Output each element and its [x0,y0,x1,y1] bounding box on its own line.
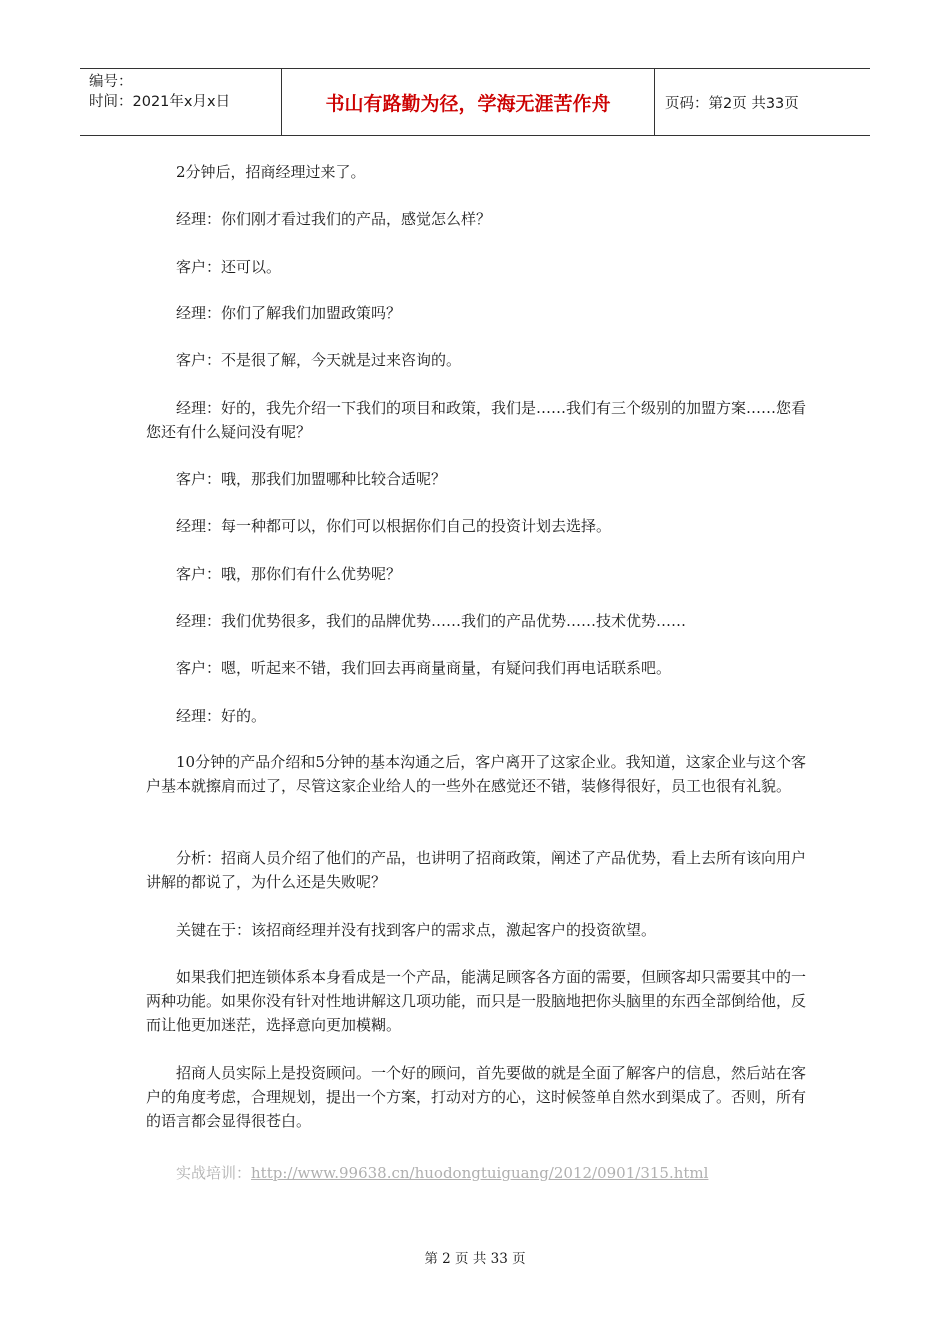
page-footer: 第 2 页 共 33 页 [424,1251,526,1267]
paragraph: 10分钟的产品介绍和5分钟的基本沟通之后，客户离开了这家企业。我知道，这家企业与这个客户基本就擦肩而过了，尽管这家企业给人的一些外在感觉还不错，装修得很好，员工也很有礼貌。 [146,753,806,795]
document-time-label: 时间：2021年x月x日 [89,94,231,110]
paragraph: 经理：好的。 [176,707,267,725]
paragraph: 客户：嗯，听起来不错，我们回去再商量商量，有疑问我们再电话联系吧。 [176,659,672,677]
paragraph: 经理：你们了解我们加盟政策吗？ [176,304,402,322]
paragraph: 客户：不是很了解，今天就是过来咨询的。 [176,351,462,369]
header-meta-cell [80,69,282,135]
paragraph: 客户：还可以。 [176,258,282,276]
paragraph: 如果我们把连锁体系本身看成是一个产品，能满足顾客各方面的需要，但顾客却只需要其中的一两种功能。如果你没有针对性地讲解这几项功能，而只是一股脑地把你头脑里的东西全部倒给他，反而让他更加迷茫，选择意向更加模糊。 [146,968,807,1034]
paragraph: 经理：我们优势很多，我们的品牌优势……我们的产品优势……技术优势…… [176,612,687,630]
source-label: 实战培训： [176,1164,252,1182]
paragraph: 客户：哦，那我们加盟哪种比较合适呢？ [176,470,447,488]
paragraph: 关键在于：该招商经理并没有找到客户的需求点，激起客户的投资欲望。 [176,921,657,939]
page-header [80,68,870,136]
paragraph: 经理：好的，我先介绍一下我们的项目和政策，我们是……我们有三个级别的加盟方案……您看您还有什么疑问没有呢？ [146,399,807,441]
document-number-label: 编号： [89,74,133,90]
source-link[interactable]: http://www.99638.cn/huodongtuiguang/2012/0901/315.html [251,1164,709,1182]
paragraph: 2分钟后，招商经理过来了。 [176,163,366,181]
paragraph: 分析：招商人员介绍了他们的产品，也讲明了招商政策，阐述了产品优势，看上去所有该向用户讲解的都说了，为什么还是失败呢？ [146,849,807,891]
paragraph: 招商人员实际上是投资顾问。一个好的顾问，首先要做的就是全面了解客户的信息，然后站在客户的角度考虑，合理规划，提出一个方案，打动对方的心，这时候签单自然水到渠成了。否则，所有的语言都会显得很苍白。 [146,1064,807,1130]
paragraph: 客户：哦，那你们有什么优势呢？ [176,565,402,583]
source-line [146,1161,806,1185]
paragraph: 经理：每一种都可以，你们可以根据你们自己的投资计划去选择。 [176,517,612,535]
header-page-label: 页码：第2页 共33页 [665,95,799,112]
header-motto: 书山有路勤为径，学海无涯苦作舟 [282,69,655,135]
paragraph: 经理：你们刚才看过我们的产品，感觉怎么样？ [176,210,492,228]
